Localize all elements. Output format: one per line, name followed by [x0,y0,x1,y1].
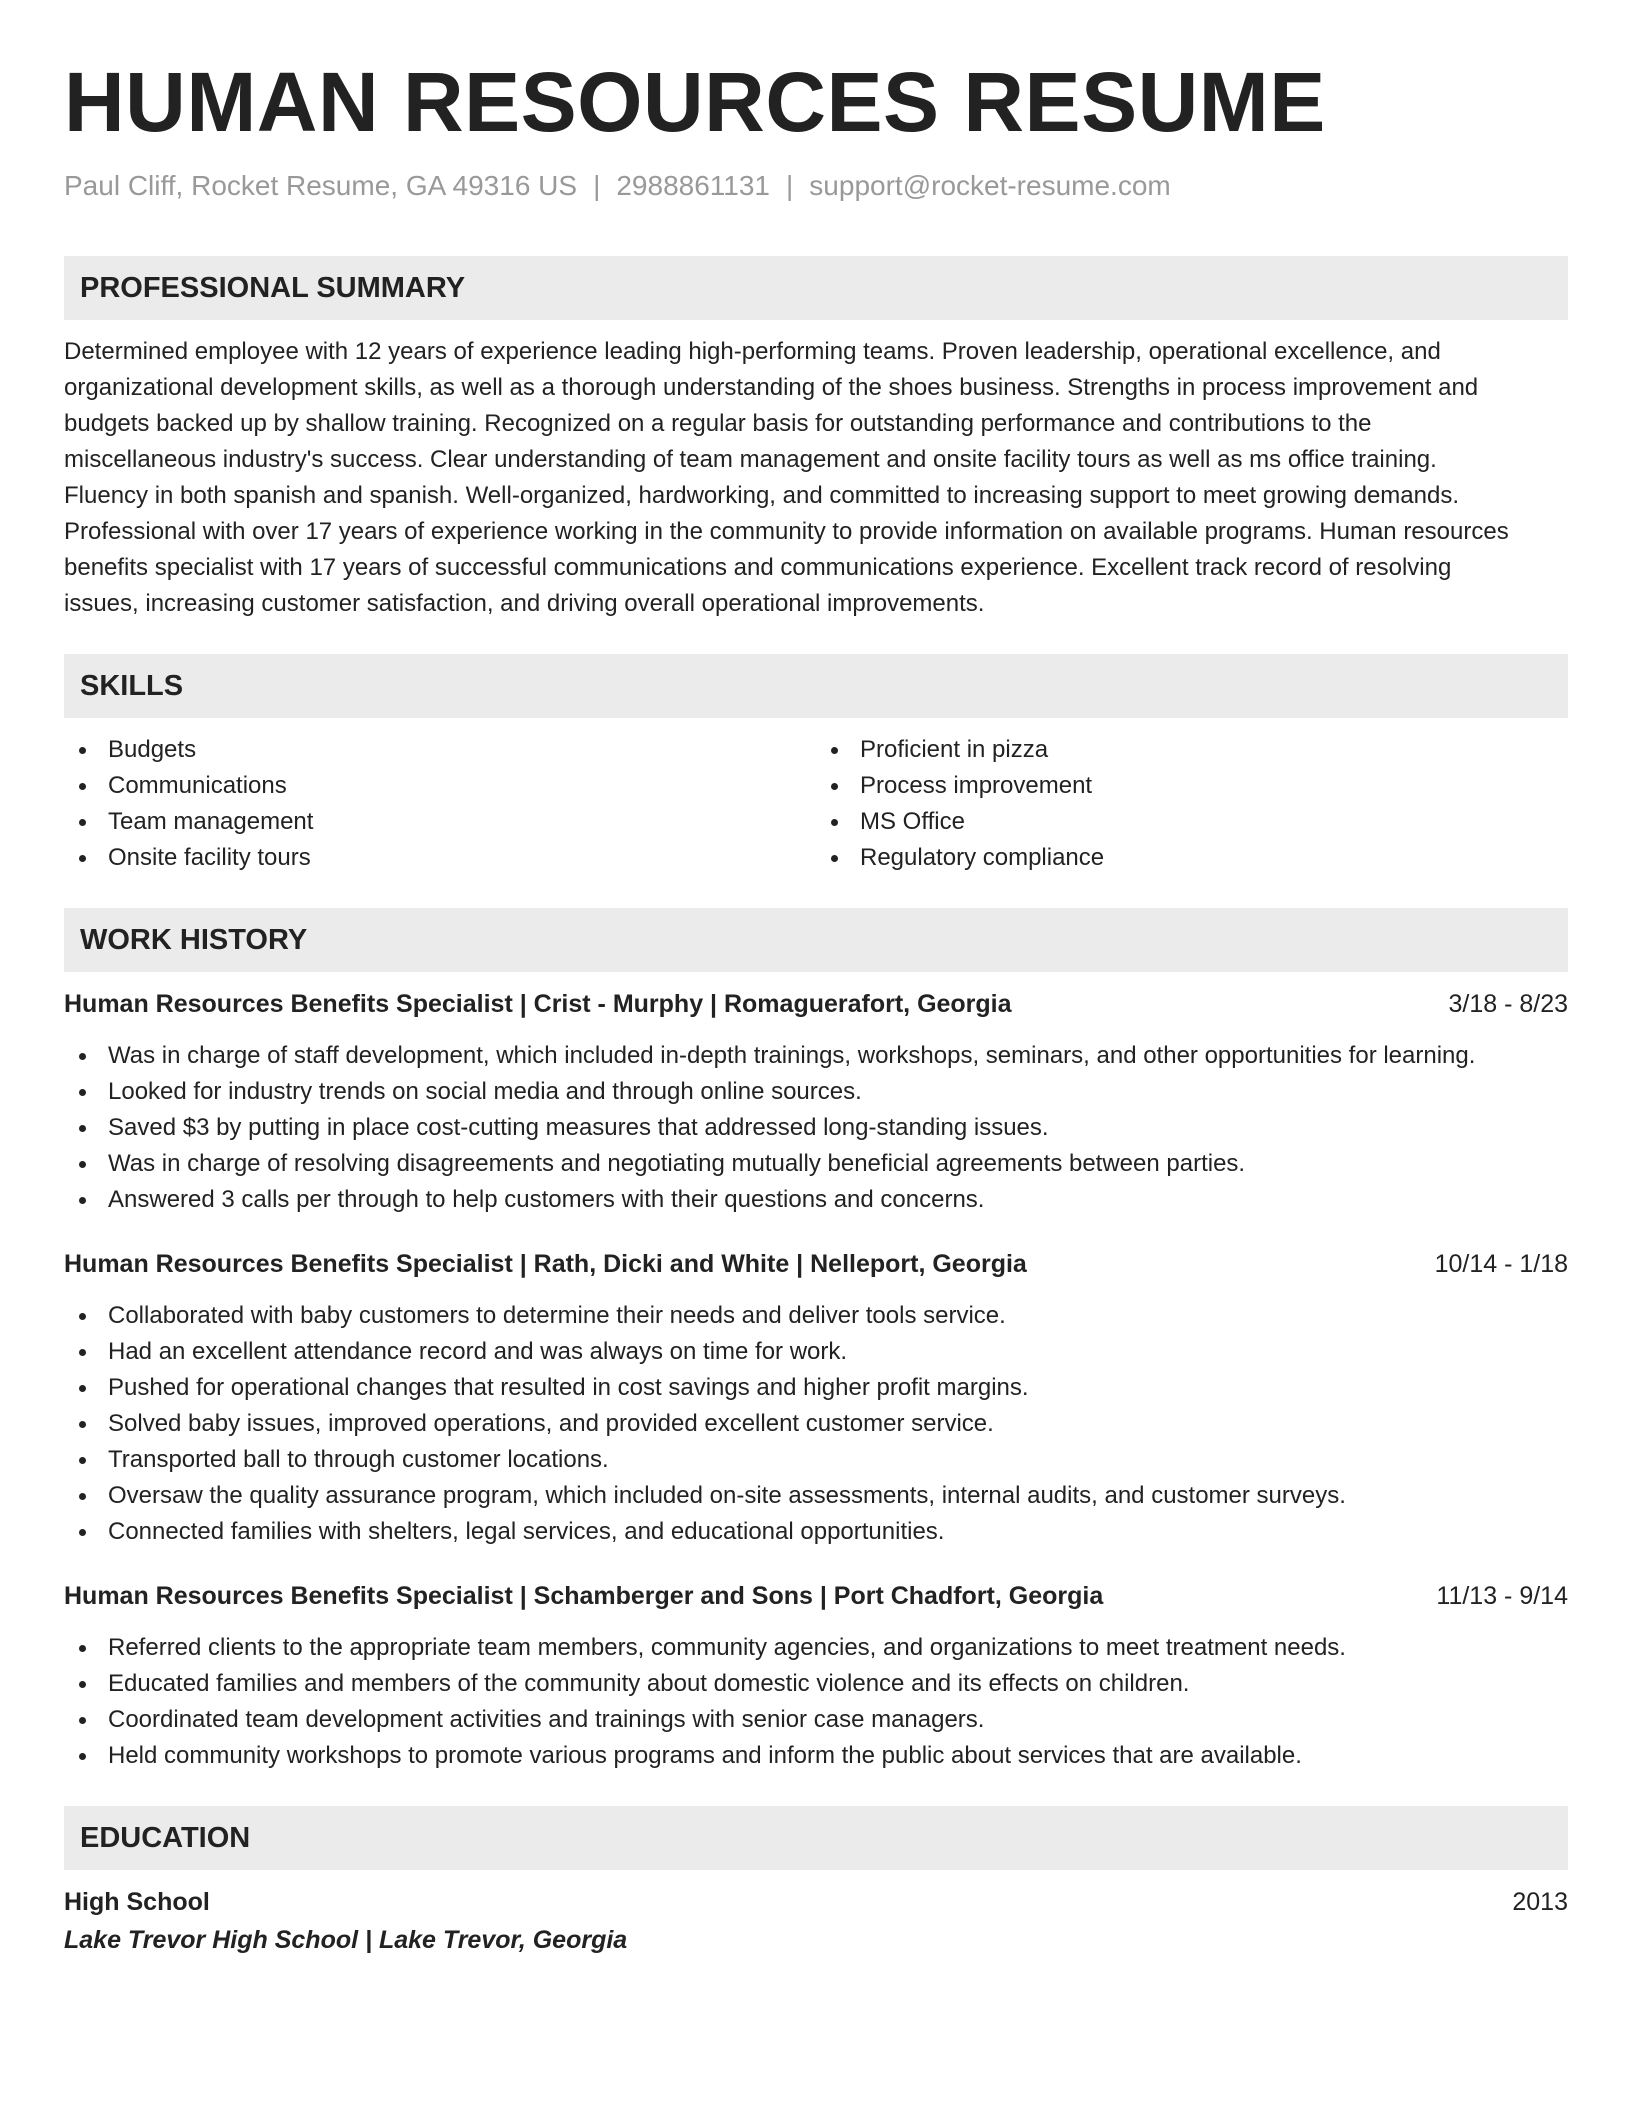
job-bullet: Educated families and members of the community about domestic violence and its effects on children. [64,1666,1568,1702]
contact-separator: | [786,170,794,201]
job-bullet: Had an excellent attendance record and was always on time for work. [64,1334,1568,1370]
job-bullet: Was in charge of resolving disagreements and negotiating mutually beneficial agreements between parties. [64,1146,1568,1182]
job-bullet: Transported ball to through customer locations. [64,1442,1568,1478]
summary-heading: PROFESSIONAL SUMMARY [64,256,1568,320]
summary-line: Fluency in both spanish and spanish. Well-organized, hardworking, and committed to increasing support to meet growing demands. [64,482,1459,509]
job-bullets [64,1630,1568,1774]
skill-item: Onsite facility tours [64,840,816,876]
job-header [64,986,1568,1022]
summary-line: benefits specialist with 17 years of successful communications and communications experience. Excellent track record of resolving [64,554,1452,581]
job-dates: 10/14 - 1/18 [1434,1250,1568,1278]
skill-item: Communications [64,768,816,804]
summary-line: miscellaneous industry's success. Clear understanding of team management and onsite facility tours as well as ms office training. [64,446,1437,473]
education-entry [64,1884,1568,1958]
skills-list [64,732,1568,876]
summary-line: organizational development skills, as well as a thorough understanding of the shoes business. Strengths in process improvement and [64,374,1479,401]
job-bullet: Solved baby issues, improved operations, and provided excellent customer service. [64,1406,1568,1442]
job-entry [64,1578,1568,1774]
contact-phone: 2988861131 [616,170,771,201]
job-bullet: Saved $3 by putting in place cost-cutting measures that addressed long-standing issues. [64,1110,1568,1146]
job-bullets [64,1298,1568,1550]
skill-item: Team management [64,804,816,840]
job-bullet: Coordinated team development activities and trainings with senior case managers. [64,1702,1568,1738]
summary-line: Professional with over 17 years of experience working in the community to provide information on available programs. Human resources [64,518,1509,545]
job-dates: 3/18 - 8/23 [1448,990,1568,1018]
summary-line: Determined employee with 12 years of experience leading high-performing teams. Proven leadership, operational excellence, and [64,338,1441,365]
contact-line [64,168,1568,204]
job-title: Human Resources Benefits Specialist | Crist - Murphy | Romaguerafort, Georgia [64,990,1012,1018]
job-title: Human Resources Benefits Specialist | Rath, Dicki and White | Nelleport, Georgia [64,1250,1027,1278]
resume-title: HUMAN RESOURCES RESUME [64,55,1326,149]
skill-item: Regulatory compliance [816,840,1568,876]
job-bullets [64,1038,1568,1218]
skill-item: Proficient in pizza [816,732,1568,768]
education-school: Lake Trevor High School | Lake Trevor, Georgia [64,1926,628,1954]
education-degree: High School [64,1888,210,1916]
skill-item: Process improvement [816,768,1568,804]
skill-item: MS Office [816,804,1568,840]
job-bullet: Referred clients to the appropriate team members, community agencies, and organizations to meet treatment needs. [64,1630,1568,1666]
contact-separator: | [593,170,601,201]
job-bullet: Connected families with shelters, legal services, and educational opportunities. [64,1514,1568,1550]
summary-line: budgets backed up by shallow training. Recognized on a regular basis for outstanding performance and contributions to the [64,410,1372,437]
skills-column-right [816,732,1568,876]
work-history-heading: WORK HISTORY [64,908,1568,972]
job-dates: 11/13 - 9/14 [1436,1582,1568,1610]
summary-line: issues, increasing customer satisfaction, and driving overall operational improvements. [64,590,985,617]
job-bullet: Oversaw the quality assurance program, which included on-site assessments, internal audits, and customer surveys. [64,1478,1568,1514]
skills-column-left [64,732,816,876]
job-entry [64,1246,1568,1550]
education-year: 2013 [1512,1888,1568,1916]
contact-email: support@rocket-resume.com [809,170,1171,201]
job-bullet: Answered 3 calls per through to help customers with their questions and concerns. [64,1182,1568,1218]
skills-heading: SKILLS [64,654,1568,718]
job-header [64,1246,1568,1282]
job-title: Human Resources Benefits Specialist | Schamberger and Sons | Port Chadfort, Georgia [64,1582,1104,1610]
education-heading: EDUCATION [64,1806,1568,1870]
job-header [64,1578,1568,1614]
job-bullet: Pushed for operational changes that resulted in cost savings and higher profit margins. [64,1370,1568,1406]
job-bullet: Collaborated with baby customers to determine their needs and deliver tools service. [64,1298,1568,1334]
skill-item: Budgets [64,732,816,768]
contact-address: Paul Cliff, Rocket Resume, GA 49316 US [64,170,578,201]
job-entry [64,986,1568,1218]
job-bullet: Looked for industry trends on social media and through online sources. [64,1074,1568,1110]
job-bullet: Held community workshops to promote various programs and inform the public about services that are available. [64,1738,1568,1774]
job-bullet: Was in charge of staff development, which included in-depth trainings, workshops, seminars, and other opportunities for learning. [64,1038,1568,1074]
education-header [64,1884,1568,1920]
summary-paragraph [64,334,1568,622]
